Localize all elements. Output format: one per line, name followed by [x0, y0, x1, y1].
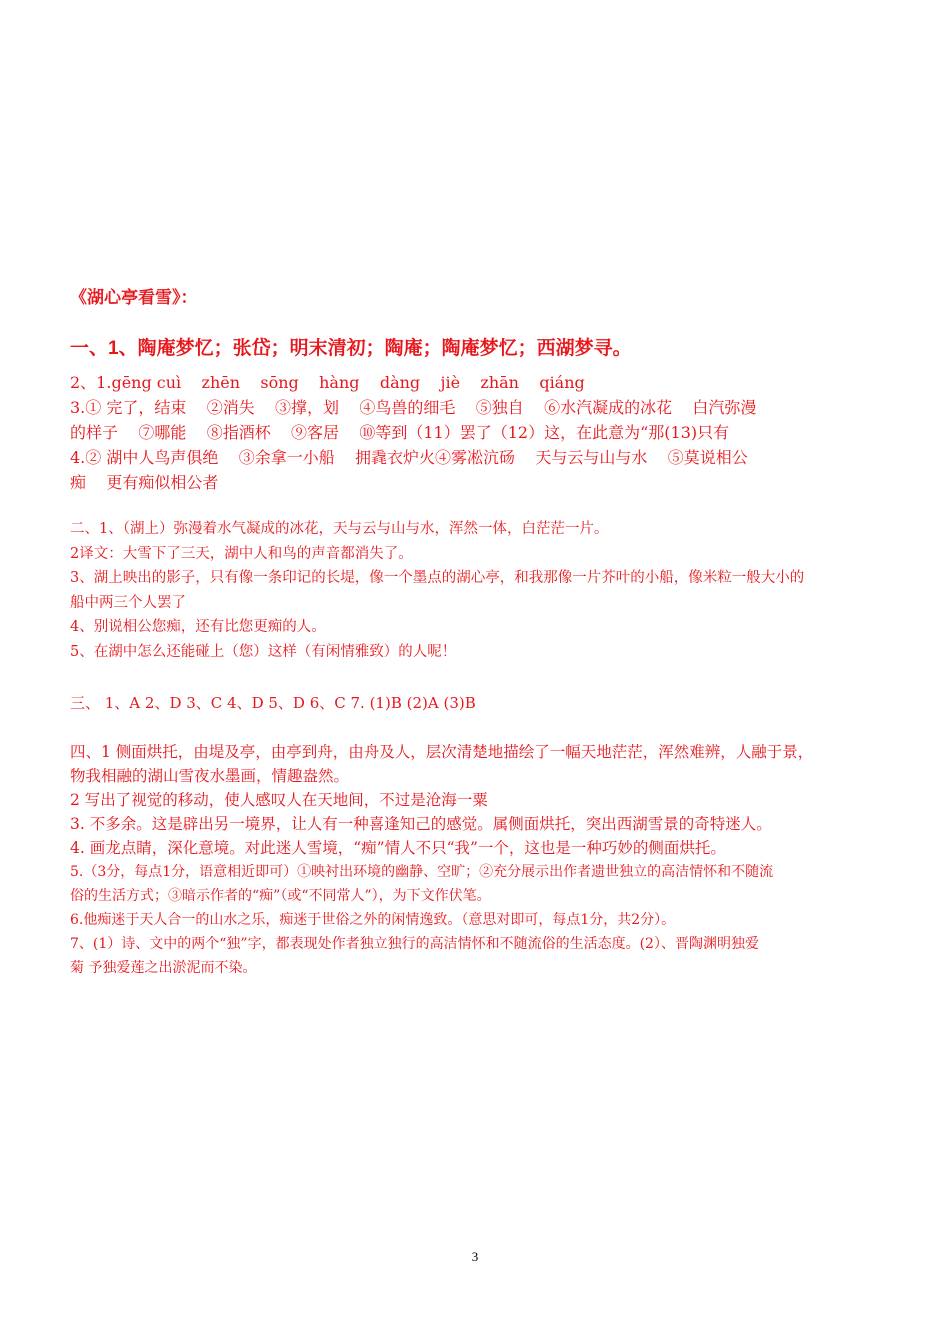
- page-number: 3: [471, 1249, 479, 1264]
- text-line: 俗的生活方式；③暗示作者的“痴”（或“不同常人”），为下文作伏笔。: [70, 888, 491, 904]
- text-line: 船中两三个人罢了: [70, 594, 186, 611]
- text-line: 6.他痴迷于天人合一的山水之乐，痴迷于世俗之外的闲情逸致。（意思对即可，每点1分，共2分）。: [70, 912, 676, 928]
- text-line: 3.① 完了，结束 ②消失 ③撑，划 ④鸟兽的细毛 ⑤独自 ⑥水汽凝成的冰花 白汽弥漫: [70, 398, 757, 417]
- text-line: 2、1.gēng cuì zhēn sōng hàng dàng jiè zhān qiáng: [70, 373, 585, 392]
- text-line: 2译文：大雪下了三天，湖中人和鸟的声音都消失了。: [70, 545, 413, 562]
- section-one-answer: 一、1、陶庵梦忆；张岱；明末清初；陶庵；陶庵梦忆；西湖梦寻。: [70, 338, 632, 359]
- text-line: 3. 不多余。这是辟出另一境界，让人有一种喜逢知己的感觉。属侧面烘托，突出西湖雪景的奇特迷人。: [70, 815, 772, 833]
- text-line: 5.（3分，每点1分，语意相近即可）①映衬出环境的幽静、空旷；②充分展示出作者遗世独立的高洁情怀和不随流: [70, 864, 774, 880]
- text-line: 2 写出了视觉的移动，使人感叹人在天地间，不过是沧海一粟: [70, 791, 488, 809]
- section-analysis: [70, 740, 890, 980]
- text-line: 4、别说相公您痴，还有比您更痴的人。: [70, 619, 326, 635]
- section-translation: [70, 517, 890, 664]
- text-line: 3、湖上映出的影子，只有像一条印记的长堤，像一个墨点的湖心亭，和我那像一片芥叶的小船，像米粒一般大小的: [70, 570, 805, 586]
- text-line: 痴 更有痴似相公者: [70, 473, 219, 492]
- text-line: 四、1 侧面烘托，由堤及亭，由亭到舟，由舟及人，层次清楚地描绘了一幅天地茫茫，浑然难辨，人融于景，: [70, 743, 814, 761]
- section-two-vocabulary: [70, 370, 890, 495]
- text-line: 二、1、（湖上）弥漫着水气凝成的冰花，天与云与山与水，浑然一体，白茫茫一片。: [70, 521, 609, 537]
- text-line: 4.② 湖中人鸟声俱绝 ③余拿一小船 拥毳衣炉火④雾凇沆砀 天与云与山与水 ⑤莫说相公: [70, 448, 748, 467]
- text-line: 4. 画龙点睛，深化意境。对此迷人雪境，“痴”情人不只“我”一个，这也是一种巧妙的侧面烘托。: [70, 839, 726, 857]
- text-line: 7、(1）诗、文中的两个“独”字，都表现处作者独立独行的高洁情怀和不随流俗的生活态度。(2）、晋陶渊明独爱: [70, 936, 759, 952]
- text-line: 的样子 ⑦哪能 ⑧指酒杯 ⑨客居 ⑩等到（11）罢了（12）这，在此意为“那(13)只有: [70, 423, 730, 442]
- document-title: 《湖心亭看雪》：: [70, 288, 198, 307]
- section-multiple-choice: 三、 1、A 2、D 3、C 4、D 5、D 6、C 7. (1)B (2)A (3)B: [70, 694, 476, 712]
- text-line: 物我相融的湖山雪夜水墨画，情趣盎然。: [70, 767, 350, 785]
- text-line: 5、在湖中怎么还能碰上（您）这样（有闲情雅致）的人呢！: [70, 643, 457, 660]
- text-line: 菊 予独爱莲之出淤泥而不染。: [70, 960, 257, 976]
